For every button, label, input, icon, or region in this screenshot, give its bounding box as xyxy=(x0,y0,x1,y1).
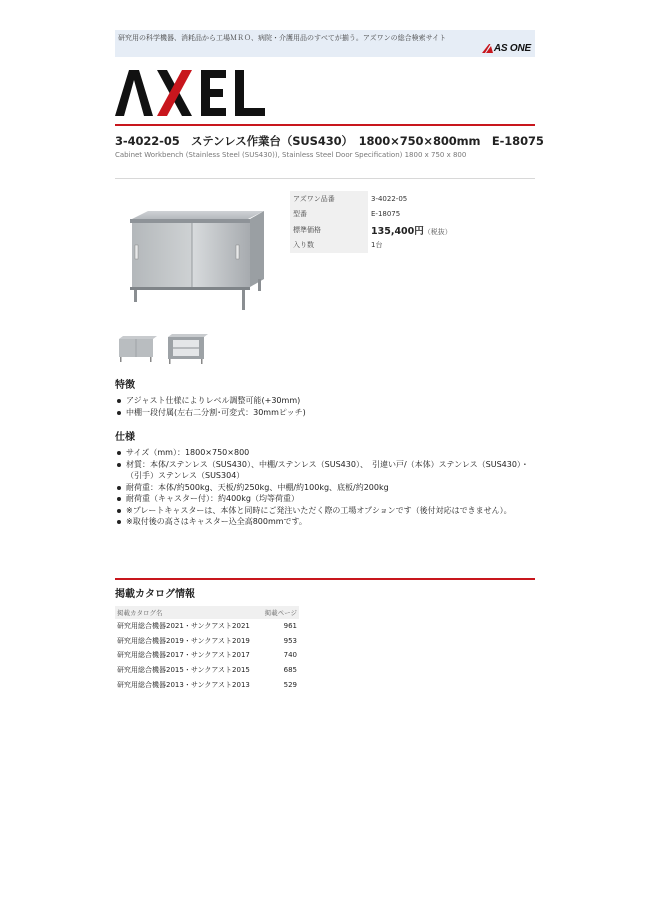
catalog-table xyxy=(115,606,299,692)
banner-text: 研究用の科学機器、消耗品から工場ＭＲＯ、病院・介護用品のすべてが揃う。アズワンの総合検索サイト xyxy=(118,34,447,42)
spec-table xyxy=(290,191,494,253)
catalog-page: 953 xyxy=(283,636,297,645)
catalog-name: 研究用総合機器2019・サンクアスト2019 xyxy=(117,636,250,645)
price-tax-note: （税抜） xyxy=(423,227,452,236)
table-row xyxy=(115,677,299,692)
axel-logo xyxy=(115,66,270,118)
list-item: ※プレートキャスターは、本体と同時にご発注いただく際の工場オプションです（後付対応はできません）。 xyxy=(115,505,535,517)
features-list xyxy=(115,395,535,418)
catalog-page: 685 xyxy=(283,666,297,675)
header-banner xyxy=(115,30,535,57)
features-heading: 特徴 xyxy=(115,380,135,391)
spec-value: 1台 xyxy=(371,241,383,250)
list-item: アジャスト仕様によりレベル調整可能(+30mm) xyxy=(115,395,535,407)
spec-value: E-18075 xyxy=(371,210,401,219)
spec-row xyxy=(290,191,494,207)
catalog-name: 研究用総合機器2015・サンクアスト2015 xyxy=(117,666,250,675)
list-item: 耐荷重（キャスター付）：約400kg（均等荷重） xyxy=(115,493,535,505)
thumbnail-open[interactable] xyxy=(165,331,209,365)
spec-row xyxy=(290,238,494,254)
title-rule-top xyxy=(115,124,535,126)
catalog-name: 研究用総合機器2013・サンクアスト2013 xyxy=(117,680,250,689)
list-item: 中棚一段付属(左右二分割･可変式：30mmピッチ) xyxy=(115,407,535,419)
list-item: 耐荷重：本体/約500kg、天板/約250kg、中棚/約100kg、底板/約200kg xyxy=(115,482,535,494)
spec-row xyxy=(290,207,494,223)
product-image[interactable] xyxy=(118,205,268,315)
title-rule-bottom xyxy=(115,178,535,179)
catalog-name: 研究用総合機器2021・サンクアスト2021 xyxy=(117,622,250,631)
catalog-name: 研究用総合機器2017・サンクアスト2017 xyxy=(117,651,250,660)
price-value: 135,400円 xyxy=(371,225,424,237)
spec-key: アズワン品番 xyxy=(290,191,368,207)
spec-value: 3-4022-05 xyxy=(371,194,408,203)
asone-mark-icon xyxy=(482,44,493,53)
list-item: サイズ（mm）：1800×750×800 xyxy=(115,447,535,459)
specs-list xyxy=(115,447,535,528)
spec-key: 入り数 xyxy=(290,238,368,254)
thumbnail-closed[interactable] xyxy=(115,331,159,365)
table-row xyxy=(115,648,299,663)
catalog-page: 529 xyxy=(283,680,297,689)
axel-logo-image xyxy=(115,66,270,118)
catalog-heading: 掲載カタログ情報 xyxy=(115,589,195,600)
specs-heading: 仕様 xyxy=(115,432,135,443)
asone-logo-text: AS ONE xyxy=(493,43,531,54)
catalog-col-name: 掲載カタログ名 xyxy=(115,606,259,619)
spec-price-cell xyxy=(368,222,494,238)
list-item: 材質：本体/ステンレス（SUS430）、中棚/ステンレス（SUS430）、 引違い戸/（本体）ステンレス（SUS430）・（引手）ステンレス（SUS304） xyxy=(115,459,535,482)
spec-row xyxy=(290,222,494,238)
table-row xyxy=(115,634,299,649)
spec-key: 型番 xyxy=(290,207,368,223)
table-row xyxy=(115,619,299,634)
catalog-page: 961 xyxy=(283,622,297,631)
table-row xyxy=(115,663,299,678)
product-title: 3-4022-05 ステンレス作業台（SUS430） 1800×750×800mm E-18075 xyxy=(115,134,544,148)
catalog-header-row xyxy=(115,606,299,619)
asone-logo[interactable] xyxy=(482,43,531,54)
catalog-rule xyxy=(115,578,535,580)
spec-key: 標準価格 xyxy=(290,222,368,238)
catalog-col-page: 掲載ページ xyxy=(259,606,299,619)
list-item: ※取付後の高さはキャスター込全高800mmです。 xyxy=(115,516,535,528)
catalog-page: 740 xyxy=(283,651,297,660)
product-subtitle: Cabinet Workbench (Stainless Steel (SUS430)), Stainless Steel Door Specification) 1800 x 750 x 800 xyxy=(115,151,467,159)
